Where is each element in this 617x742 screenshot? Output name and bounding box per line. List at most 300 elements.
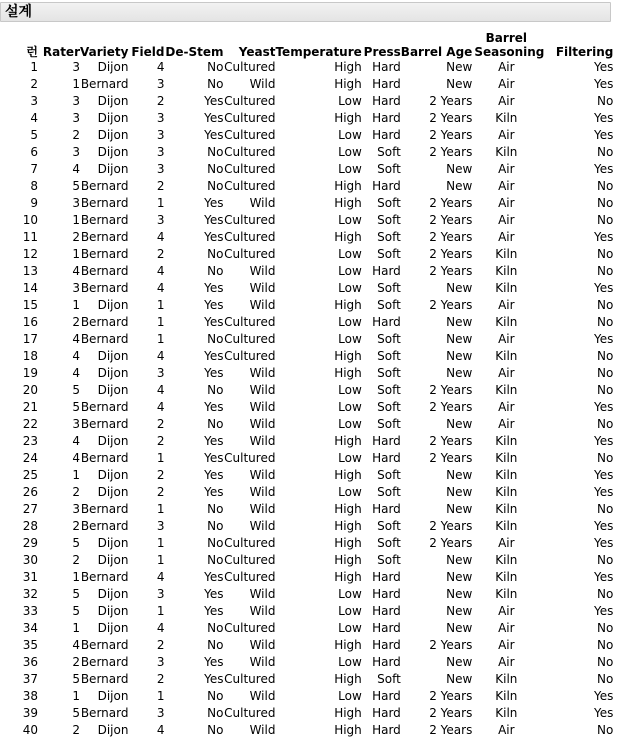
cell-temperature: High: [334, 349, 362, 363]
cell-rater: 5: [72, 587, 80, 601]
cell-variety: Dijon: [97, 621, 129, 635]
cell-yeast: Cultured: [224, 128, 276, 142]
cell-rater: 4: [72, 162, 80, 176]
cell-barrel-age: 2 Years: [429, 264, 473, 278]
cell-run: 34: [22, 621, 38, 635]
column-header-variety[interactable]: Variety: [80, 45, 129, 59]
cell-barrel-age: 2 Years: [429, 434, 473, 448]
cell-temperature: Low: [338, 604, 362, 618]
table-row[interactable]: [0, 535, 613, 552]
cell-de-stem: Yes: [204, 94, 224, 108]
cell-de-stem: No: [207, 689, 224, 703]
cell-press: Soft: [377, 349, 401, 363]
cell-barrel-age: New: [446, 621, 473, 635]
cell-variety: Bernard: [80, 417, 129, 431]
cell-field: 3: [156, 111, 165, 125]
cell-field: 1: [156, 298, 165, 312]
cell-yeast: Wild: [249, 468, 276, 482]
table-row[interactable]: [0, 314, 613, 331]
cell-press: Soft: [377, 162, 401, 176]
table-row[interactable]: [0, 467, 613, 484]
table-row[interactable]: [0, 484, 613, 501]
column-header-press[interactable]: Press: [363, 45, 401, 59]
cell-rater: 5: [72, 383, 80, 397]
table-row[interactable]: [0, 76, 613, 93]
cell-variety: Dijon: [97, 162, 129, 176]
cell-yeast: Wild: [249, 281, 276, 295]
cell-yeast: Cultured: [224, 706, 276, 720]
cell-yeast: Wild: [249, 604, 276, 618]
cell-de-stem: No: [207, 60, 224, 74]
cell-de-stem: Yes: [204, 468, 224, 482]
table-row[interactable]: [0, 229, 613, 246]
cell-run: 7: [30, 162, 38, 176]
cell-barrel-age: New: [446, 162, 473, 176]
cell-barrel-age: 2 Years: [429, 94, 473, 108]
cell-barrel-seasoning: Air: [498, 536, 515, 550]
cell-field: 1: [156, 196, 165, 210]
cell-barrel-seasoning: Air: [498, 196, 515, 210]
cell-press: Soft: [377, 553, 401, 567]
cell-run: 36: [22, 655, 38, 669]
cell-barrel-age: 2 Years: [429, 451, 473, 465]
cell-de-stem: No: [207, 332, 224, 346]
cell-yeast: Wild: [249, 502, 276, 516]
cell-de-stem: Yes: [204, 655, 224, 669]
cell-rater: 3: [72, 111, 80, 125]
cell-barrel-seasoning: Air: [498, 400, 515, 414]
cell-variety: Bernard: [80, 264, 129, 278]
cell-press: Soft: [377, 417, 401, 431]
cell-run: 1: [30, 60, 38, 74]
column-header-barrel-age[interactable]: Barrel Age: [400, 45, 473, 59]
table-row[interactable]: [0, 518, 613, 535]
cell-filtering: Yes: [593, 468, 614, 482]
column-header-run[interactable]: 런: [26, 45, 38, 59]
cell-temperature: Low: [338, 400, 362, 414]
cell-de-stem: Yes: [204, 230, 224, 244]
table-row[interactable]: [0, 688, 613, 705]
table-row[interactable]: [0, 246, 613, 263]
cell-temperature: High: [334, 298, 362, 312]
cell-de-stem: Yes: [204, 196, 224, 210]
cell-barrel-seasoning: Kiln: [495, 383, 518, 397]
cell-rater: 3: [72, 417, 80, 431]
cell-barrel-seasoning: Kiln: [495, 485, 518, 499]
cell-field: 2: [156, 417, 165, 431]
cell-filtering: Yes: [593, 400, 614, 414]
cell-filtering: No: [597, 196, 614, 210]
cell-temperature: Low: [338, 281, 362, 295]
cell-de-stem: Yes: [204, 400, 224, 414]
cell-de-stem: Yes: [204, 485, 224, 499]
cell-run: 28: [22, 519, 38, 533]
table-row[interactable]: [0, 263, 613, 280]
cell-field: 1: [156, 604, 165, 618]
cell-yeast: Cultured: [224, 315, 276, 329]
cell-filtering: Yes: [593, 434, 614, 448]
cell-de-stem: No: [207, 383, 224, 397]
cell-filtering: No: [597, 247, 614, 261]
table-row[interactable]: [0, 433, 613, 450]
cell-run: 13: [22, 264, 38, 278]
cell-barrel-age: New: [446, 587, 473, 601]
cell-filtering: Yes: [593, 60, 614, 74]
table-row[interactable]: [0, 348, 613, 365]
cell-yeast: Wild: [249, 689, 276, 703]
table-row[interactable]: [0, 569, 613, 586]
cell-yeast: Cultured: [224, 247, 276, 261]
cell-rater: 3: [72, 196, 80, 210]
cell-variety: Bernard: [80, 638, 129, 652]
cell-de-stem: No: [207, 536, 224, 550]
cell-filtering: No: [597, 264, 614, 278]
cell-press: Hard: [372, 434, 401, 448]
cell-field: 3: [156, 655, 165, 669]
cell-de-stem: Yes: [204, 281, 224, 295]
cell-barrel-age: New: [446, 604, 473, 618]
cell-rater: 1: [72, 689, 80, 703]
table-row[interactable]: [0, 127, 613, 144]
cell-barrel-age: New: [446, 349, 473, 363]
cell-press: Hard: [372, 655, 401, 669]
cell-yeast: Wild: [249, 417, 276, 431]
cell-press: Hard: [372, 315, 401, 329]
cell-variety: Bernard: [80, 706, 129, 720]
table-row[interactable]: [0, 450, 613, 467]
cell-temperature: High: [334, 179, 362, 193]
cell-press: Hard: [372, 451, 401, 465]
cell-yeast: Wild: [249, 519, 276, 533]
cell-run: 23: [22, 434, 38, 448]
cell-yeast: Cultured: [224, 111, 276, 125]
cell-barrel-seasoning: Kiln: [495, 315, 518, 329]
cell-barrel-seasoning: Air: [498, 723, 515, 737]
cell-filtering: No: [597, 655, 614, 669]
cell-press: Hard: [372, 689, 401, 703]
cell-barrel-seasoning: Air: [498, 604, 515, 618]
cell-filtering: No: [597, 94, 614, 108]
cell-variety: Dijon: [97, 723, 129, 737]
cell-rater: 1: [72, 213, 80, 227]
cell-field: 3: [156, 366, 165, 380]
cell-barrel-seasoning: Air: [498, 162, 515, 176]
cell-variety: Bernard: [80, 77, 129, 91]
cell-barrel-age: New: [446, 655, 473, 669]
cell-filtering: No: [597, 366, 614, 380]
cell-barrel-age: New: [446, 77, 473, 91]
cell-barrel-age: 2 Years: [429, 536, 473, 550]
cell-yeast: Cultured: [224, 60, 276, 74]
cell-yeast: Cultured: [224, 349, 276, 363]
table-row[interactable]: [0, 637, 613, 654]
cell-variety: Dijon: [97, 366, 129, 380]
cell-filtering: No: [597, 502, 614, 516]
cell-de-stem: No: [207, 417, 224, 431]
column-header-barrel-seasoning[interactable]: [472, 27, 545, 59]
design-panel-header[interactable]: [0, 2, 611, 22]
table-row[interactable]: [0, 280, 613, 297]
cell-run: 10: [22, 213, 38, 227]
cell-temperature: Low: [338, 689, 362, 703]
cell-barrel-seasoning: Kiln: [495, 502, 518, 516]
cell-filtering: No: [597, 179, 614, 193]
cell-field: 4: [156, 264, 165, 278]
cell-press: Soft: [377, 400, 401, 414]
column-header-filtering[interactable]: Filtering: [555, 45, 614, 59]
cell-variety: Dijon: [97, 536, 129, 550]
cell-field: 1: [156, 689, 165, 703]
cell-run: 31: [22, 570, 38, 584]
cell-rater: 3: [72, 502, 80, 516]
table-row[interactable]: [0, 620, 613, 637]
cell-field: 2: [156, 468, 165, 482]
cell-de-stem: Yes: [204, 298, 224, 312]
cell-barrel-age: 2 Years: [429, 111, 473, 125]
cell-yeast: Wild: [249, 638, 276, 652]
cell-yeast: Cultured: [224, 94, 276, 108]
barrel-seasoning-label: Barrel Seasoning: [474, 31, 545, 59]
cell-yeast: Cultured: [224, 570, 276, 584]
cell-run: 29: [22, 536, 38, 550]
table-row[interactable]: [0, 144, 613, 161]
cell-field: 2: [156, 94, 165, 108]
cell-temperature: High: [334, 434, 362, 448]
cell-press: Soft: [377, 332, 401, 346]
header-row: [0, 27, 613, 59]
cell-field: 4: [156, 281, 165, 295]
cell-barrel-age: 2 Years: [429, 400, 473, 414]
cell-temperature: Low: [338, 247, 362, 261]
cell-field: 4: [156, 349, 165, 363]
cell-temperature: High: [334, 196, 362, 210]
cell-de-stem: No: [207, 264, 224, 278]
cell-variety: Bernard: [80, 196, 129, 210]
cell-run: 18: [22, 349, 38, 363]
column-header-rater[interactable]: Rater: [42, 45, 80, 59]
table-row[interactable]: [0, 654, 613, 671]
cell-run: 12: [22, 247, 38, 261]
cell-field: 4: [156, 621, 165, 635]
cell-variety: Dijon: [97, 553, 129, 567]
cell-temperature: Low: [338, 94, 362, 108]
table-row[interactable]: [0, 382, 613, 399]
table-row[interactable]: [0, 705, 613, 722]
cell-rater: 2: [72, 485, 80, 499]
cell-press: Soft: [377, 281, 401, 295]
table-row[interactable]: [0, 552, 613, 569]
cell-barrel-seasoning: Kiln: [495, 519, 518, 533]
cell-yeast: Wild: [249, 400, 276, 414]
cell-temperature: Low: [338, 213, 362, 227]
cell-filtering: No: [597, 213, 614, 227]
table-row[interactable]: [0, 331, 613, 348]
cell-barrel-age: 2 Years: [429, 298, 473, 312]
cell-temperature: High: [334, 519, 362, 533]
cell-de-stem: Yes: [204, 570, 224, 584]
cell-barrel-seasoning: Kiln: [495, 689, 518, 703]
cell-variety: Dijon: [97, 298, 129, 312]
table-row[interactable]: [0, 365, 613, 382]
cell-de-stem: No: [207, 162, 224, 176]
cell-filtering: No: [597, 553, 614, 567]
cell-barrel-seasoning: Air: [498, 94, 515, 108]
table-row[interactable]: [0, 722, 613, 739]
cell-barrel-age: 2 Years: [429, 383, 473, 397]
cell-press: Soft: [377, 247, 401, 261]
cell-filtering: Yes: [593, 128, 614, 142]
cell-field: 3: [156, 162, 165, 176]
cell-field: 2: [156, 247, 165, 261]
cell-variety: Bernard: [80, 570, 129, 584]
cell-barrel-age: New: [446, 179, 473, 193]
cell-temperature: High: [334, 638, 362, 652]
column-header-de-stem[interactable]: De-Stem: [165, 45, 224, 59]
cell-field: 4: [156, 570, 165, 584]
cell-filtering: No: [597, 315, 614, 329]
cell-run: 30: [22, 553, 38, 567]
cell-temperature: High: [334, 366, 362, 380]
cell-variety: Dijon: [97, 604, 129, 618]
cell-filtering: Yes: [593, 332, 614, 346]
cell-filtering: Yes: [593, 536, 614, 550]
cell-filtering: Yes: [593, 230, 614, 244]
cell-temperature: High: [334, 230, 362, 244]
cell-run: 9: [30, 196, 38, 210]
cell-variety: Bernard: [80, 332, 129, 346]
cell-variety: Bernard: [80, 281, 129, 295]
cell-barrel-age: New: [446, 502, 473, 516]
cell-barrel-age: New: [446, 332, 473, 346]
cell-field: 3: [156, 145, 165, 159]
cell-filtering: No: [597, 349, 614, 363]
column-header-yeast[interactable]: Yeast: [238, 45, 276, 59]
cell-variety: Bernard: [80, 519, 129, 533]
cell-barrel-seasoning: Air: [498, 621, 515, 635]
cell-run: 8: [30, 179, 38, 193]
cell-variety: Dijon: [97, 434, 129, 448]
panel-title: 설계: [5, 4, 33, 20]
cell-press: Hard: [372, 128, 401, 142]
cell-barrel-seasoning: Kiln: [495, 434, 518, 448]
cell-run: 33: [22, 604, 38, 618]
cell-press: Soft: [377, 230, 401, 244]
cell-run: 6: [30, 145, 38, 159]
cell-variety: Bernard: [80, 315, 129, 329]
cell-variety: Dijon: [97, 383, 129, 397]
table-row[interactable]: [0, 297, 613, 314]
cell-barrel-seasoning: Kiln: [495, 468, 518, 482]
cell-variety: Dijon: [97, 111, 129, 125]
cell-temperature: Low: [338, 621, 362, 635]
cell-temperature: Low: [338, 145, 362, 159]
cell-field: 4: [156, 383, 165, 397]
cell-run: 20: [22, 383, 38, 397]
cell-de-stem: Yes: [204, 349, 224, 363]
table-row[interactable]: [0, 195, 613, 212]
cell-yeast: Wild: [249, 77, 276, 91]
cell-filtering: Yes: [593, 570, 614, 584]
cell-run: 3: [30, 94, 38, 108]
column-header-temperature[interactable]: Temperature: [275, 45, 362, 59]
cell-barrel-age: 2 Years: [429, 519, 473, 533]
table-row[interactable]: [0, 110, 613, 127]
cell-yeast: Cultured: [224, 672, 276, 686]
table-row[interactable]: [0, 586, 613, 603]
cell-barrel-age: 2 Years: [429, 128, 473, 142]
cell-barrel-age: 2 Years: [429, 145, 473, 159]
cell-variety: Bernard: [80, 400, 129, 414]
cell-press: Hard: [372, 723, 401, 737]
table-row[interactable]: [0, 59, 613, 76]
cell-temperature: High: [334, 723, 362, 737]
cell-barrel-age: New: [446, 366, 473, 380]
cell-field: 1: [156, 536, 165, 550]
cell-variety: Bernard: [80, 230, 129, 244]
cell-run: 5: [30, 128, 38, 142]
cell-barrel-seasoning: Kiln: [495, 349, 518, 363]
cell-barrel-age: 2 Years: [429, 213, 473, 227]
cell-press: Soft: [377, 468, 401, 482]
cell-temperature: High: [334, 536, 362, 550]
cell-barrel-seasoning: Air: [498, 230, 515, 244]
cell-filtering: No: [597, 587, 614, 601]
table-row[interactable]: [0, 603, 613, 620]
cell-filtering: No: [597, 451, 614, 465]
cell-de-stem: No: [207, 621, 224, 635]
cell-yeast: Wild: [249, 383, 276, 397]
cell-yeast: Wild: [249, 366, 276, 380]
column-header-field[interactable]: Field: [131, 45, 165, 59]
cell-de-stem: Yes: [204, 434, 224, 448]
table-row[interactable]: [0, 416, 613, 433]
table-row[interactable]: [0, 671, 613, 688]
table-row[interactable]: [0, 161, 613, 178]
table-row[interactable]: [0, 212, 613, 229]
cell-field: 2: [156, 672, 165, 686]
cell-run: 2: [30, 77, 38, 91]
cell-run: 15: [22, 298, 38, 312]
cell-barrel-seasoning: Kiln: [495, 570, 518, 584]
cell-temperature: Low: [338, 332, 362, 346]
cell-yeast: Wild: [249, 196, 276, 210]
cell-barrel-seasoning: Air: [498, 77, 515, 91]
cell-temperature: Low: [338, 128, 362, 142]
cell-field: 3: [156, 519, 165, 533]
cell-temperature: Low: [338, 383, 362, 397]
cell-variety: Bernard: [80, 502, 129, 516]
cell-de-stem: No: [207, 553, 224, 567]
cell-temperature: High: [334, 468, 362, 482]
cell-barrel-age: New: [446, 672, 473, 686]
table-row[interactable]: [0, 178, 613, 195]
cell-run: 14: [22, 281, 38, 295]
cell-variety: Dijon: [97, 94, 129, 108]
cell-field: 2: [156, 434, 165, 448]
cell-press: Soft: [377, 536, 401, 550]
cell-barrel-age: 2 Years: [429, 196, 473, 210]
table-row[interactable]: [0, 93, 613, 110]
cell-yeast: Wild: [249, 723, 276, 737]
cell-run: 24: [22, 451, 38, 465]
cell-field: 4: [156, 230, 165, 244]
table-row[interactable]: [0, 399, 613, 416]
cell-filtering: No: [597, 672, 614, 686]
cell-field: 4: [156, 723, 165, 737]
cell-rater: 4: [72, 366, 80, 380]
cell-rater: 5: [72, 536, 80, 550]
table-row[interactable]: [0, 501, 613, 518]
